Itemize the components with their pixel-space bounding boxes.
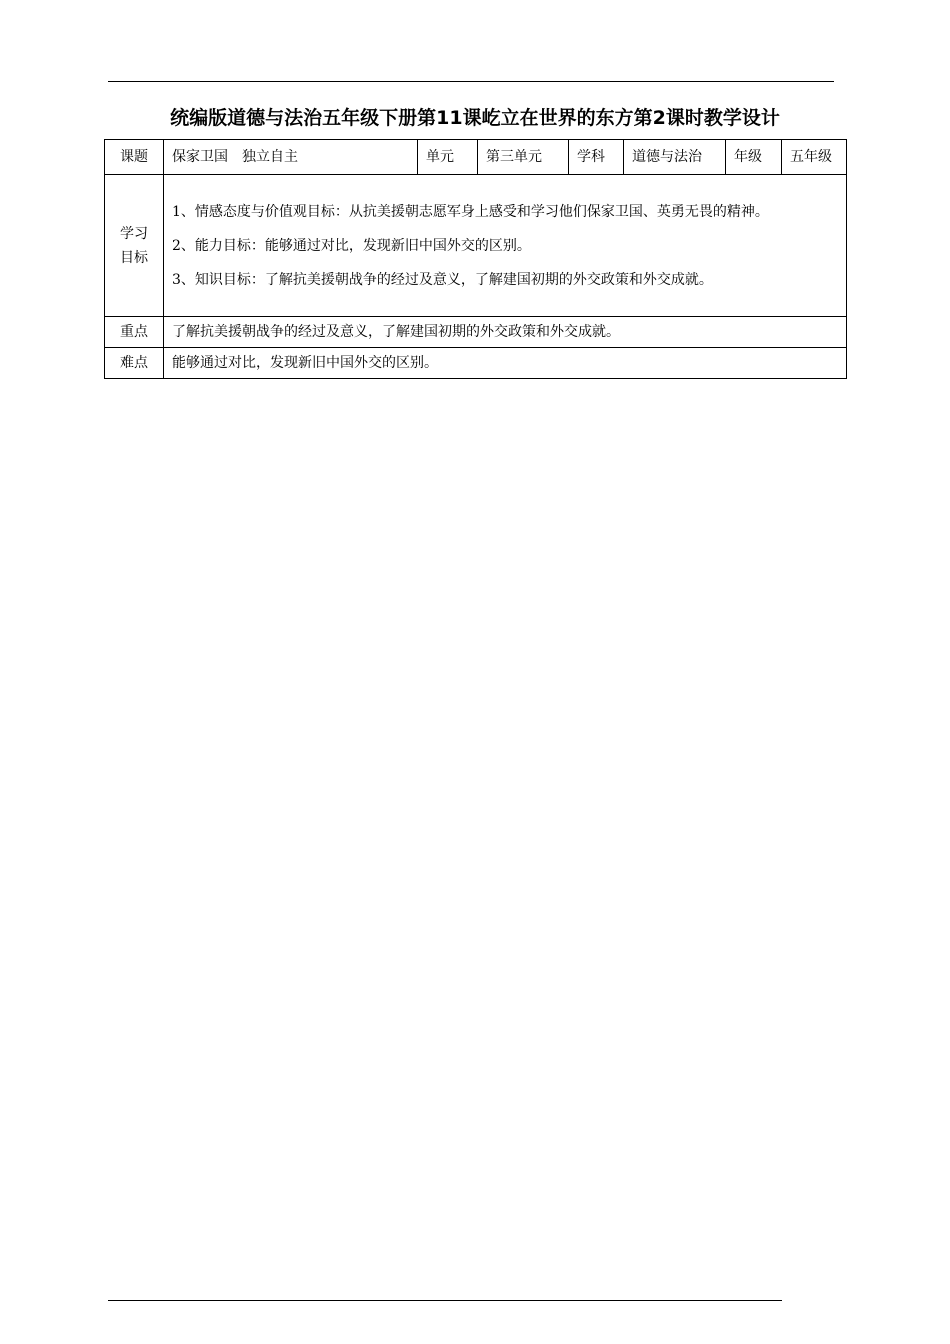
goal-item-ability: 2、能力目标：能够通过对比，发现新旧中国外交的区别。 (172, 237, 531, 254)
goal-item-affective: 1、情感态度与价值观目标：从抗美援朝志愿军身上感受和学习他们保家卫国、英勇无畏的精神。 (172, 203, 769, 220)
header-rule (108, 81, 834, 82)
table-row-header (105, 140, 847, 175)
table-row-difficulty (105, 348, 847, 379)
lesson-plan-table (104, 139, 847, 379)
topic-value: 保家卫国 独立自主 (164, 140, 418, 175)
goals-label (105, 175, 164, 317)
goals-label-line2: 目标 (120, 249, 148, 266)
subject-value: 道德与法治 (624, 140, 726, 175)
goals-cell (164, 175, 847, 317)
topic-label: 课题 (105, 140, 164, 175)
table-row-key-point (105, 317, 847, 348)
difficulty-label: 难点 (105, 348, 164, 379)
key-point-value: 了解抗美援朝战争的经过及意义，了解建国初期的外交政策和外交成就。 (164, 317, 847, 348)
document-title: 统编版道德与法治五年级下册第11课屹立在世界的东方第2课时教学设计 (170, 107, 780, 129)
key-point-label: 重点 (105, 317, 164, 348)
subject-label: 学科 (569, 140, 624, 175)
difficulty-value: 能够通过对比，发现新旧中国外交的区别。 (164, 348, 847, 379)
goal-item-knowledge: 3、知识目标：了解抗美援朝战争的经过及意义，了解建国初期的外交政策和外交成就。 (172, 271, 713, 288)
unit-value: 第三单元 (478, 140, 569, 175)
table-row-goals (105, 175, 847, 317)
goals-label-line1: 学习 (120, 225, 148, 242)
grade-label: 年级 (726, 140, 782, 175)
grade-value: 五年级 (782, 140, 847, 175)
footer-rule (108, 1300, 782, 1301)
unit-label: 单元 (418, 140, 478, 175)
